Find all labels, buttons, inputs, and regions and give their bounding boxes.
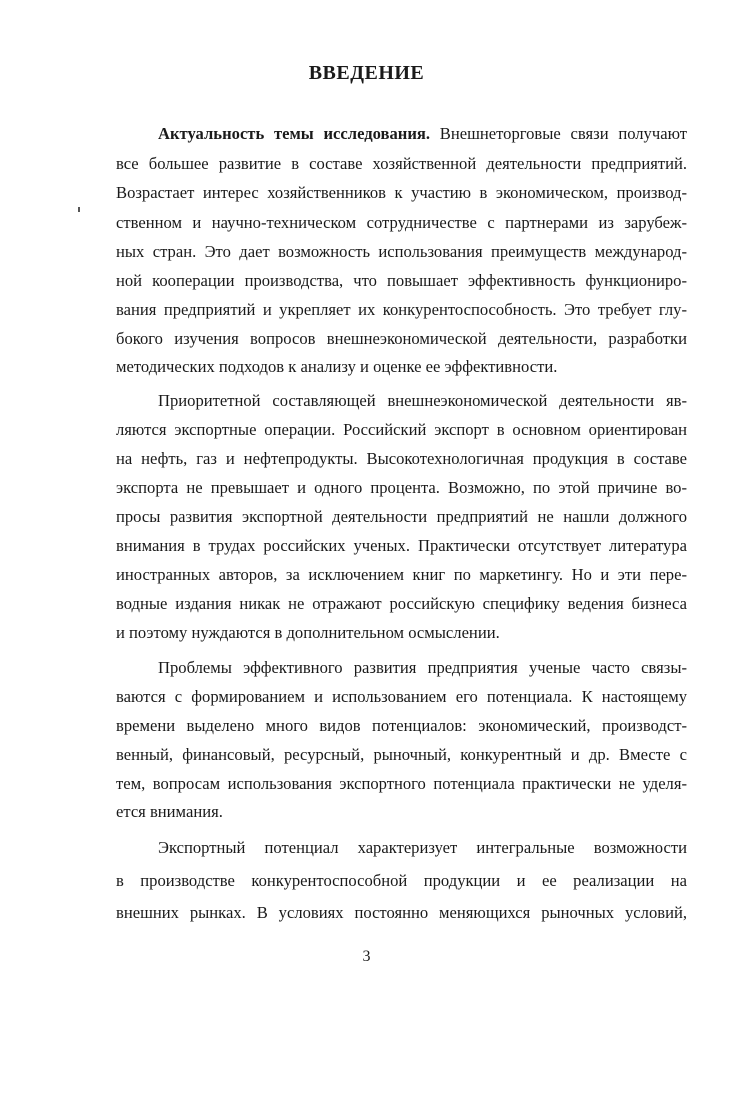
paragraph-4-line-1: Экспортный потенциал характеризует интегральные возможности (158, 838, 687, 857)
page-number: 3 (362, 948, 371, 965)
paragraph-2-line-9: и поэтому нуждаются в дополнительном осмыслении. (116, 623, 500, 642)
paragraph-3-line-5: тем, вопросам использования экспортного потенциала практически не уделя- (116, 774, 687, 793)
paragraph-2-line-8: водные издания никак не отражают российскую специфику ведения бизнеса (116, 594, 687, 613)
paragraph-3-line-2: ваются с формированием и использованием его потенциала. К настоящему (116, 687, 687, 706)
paragraph-1-line-1 (158, 122, 687, 146)
paragraph-1-line-4: ственном и научно-техническом сотрудничестве с партнерами из зарубеж- (116, 213, 687, 232)
paragraph-2-line-7: иностранных авторов, за исключением книг по маркетингу. Но и эти пере- (116, 565, 687, 584)
paragraph-3-line-1: Проблемы эффективного развития предприятия ученые часто связы- (158, 658, 687, 677)
paragraph-2-line-6: внимания в трудах российских ученых. Практически отсутствует литература (116, 536, 687, 555)
paragraph-2-line-5: просы развития экспортной деятельности предприятий не нашли должного (116, 507, 687, 526)
paragraph-4-line-2: в производстве конкурентоспособной продукции и ее реализации на (116, 871, 687, 890)
lead-label: Актуальность темы исследования. (158, 124, 431, 143)
paragraph-1-line-9: методических подходов к анализу и оценке ее эффективности. (116, 357, 558, 376)
lead-text: Внешнеторговые связи получают (430, 124, 687, 143)
paragraph-1-line-7: вания предприятий и укрепляет их конкурентоспособность. Это требует глу- (116, 300, 687, 319)
paragraph-2-line-1: Приоритетной составляющей внешнеэкономической деятельности яв- (158, 391, 687, 410)
paragraph-4-line-3: внешних рынках. В условиях постоянно меняющихся рыночных условий, (116, 903, 687, 922)
paragraph-1-line-8: бокого изучения вопросов внешнеэкономической деятельности, разработки (116, 329, 687, 348)
paragraph-2-line-4: экспорта не превышает и одного процента. Возможно, по этой причине во- (116, 478, 687, 497)
paragraph-3-line-4: венный, финансовый, ресурсный, рыночный, конкурентный и др. Вместе с (116, 745, 687, 764)
paragraph-2-line-2: ляются экспортные операции. Российский экспорт в основном ориентирован (116, 420, 687, 439)
paragraph-1-line-3: Возрастает интерес хозяйственников к участию в экономическом, производ- (116, 183, 687, 202)
paragraph-1-line-2: все большее развитие в составе хозяйственной деятельности предприятий. (116, 154, 687, 173)
paragraph-1-line-6: ной кооперации производства, что повышает эффективность функциониро- (116, 271, 687, 290)
paragraph-3-line-6: ется внимания. (116, 802, 223, 821)
paragraph-1-line-5: ных стран. Это дает возможность использования преимуществ международ- (116, 242, 687, 261)
page-title: ВВЕДЕНИЕ (308, 62, 425, 84)
paragraph-2-line-3: на нефть, газ и нефтепродукты. Высокотехнологичная продукция в составе (116, 449, 687, 468)
paragraph-3-line-3: времени выделено много видов потенциалов: экономический, производст- (116, 716, 687, 735)
scan-speck (78, 207, 80, 212)
